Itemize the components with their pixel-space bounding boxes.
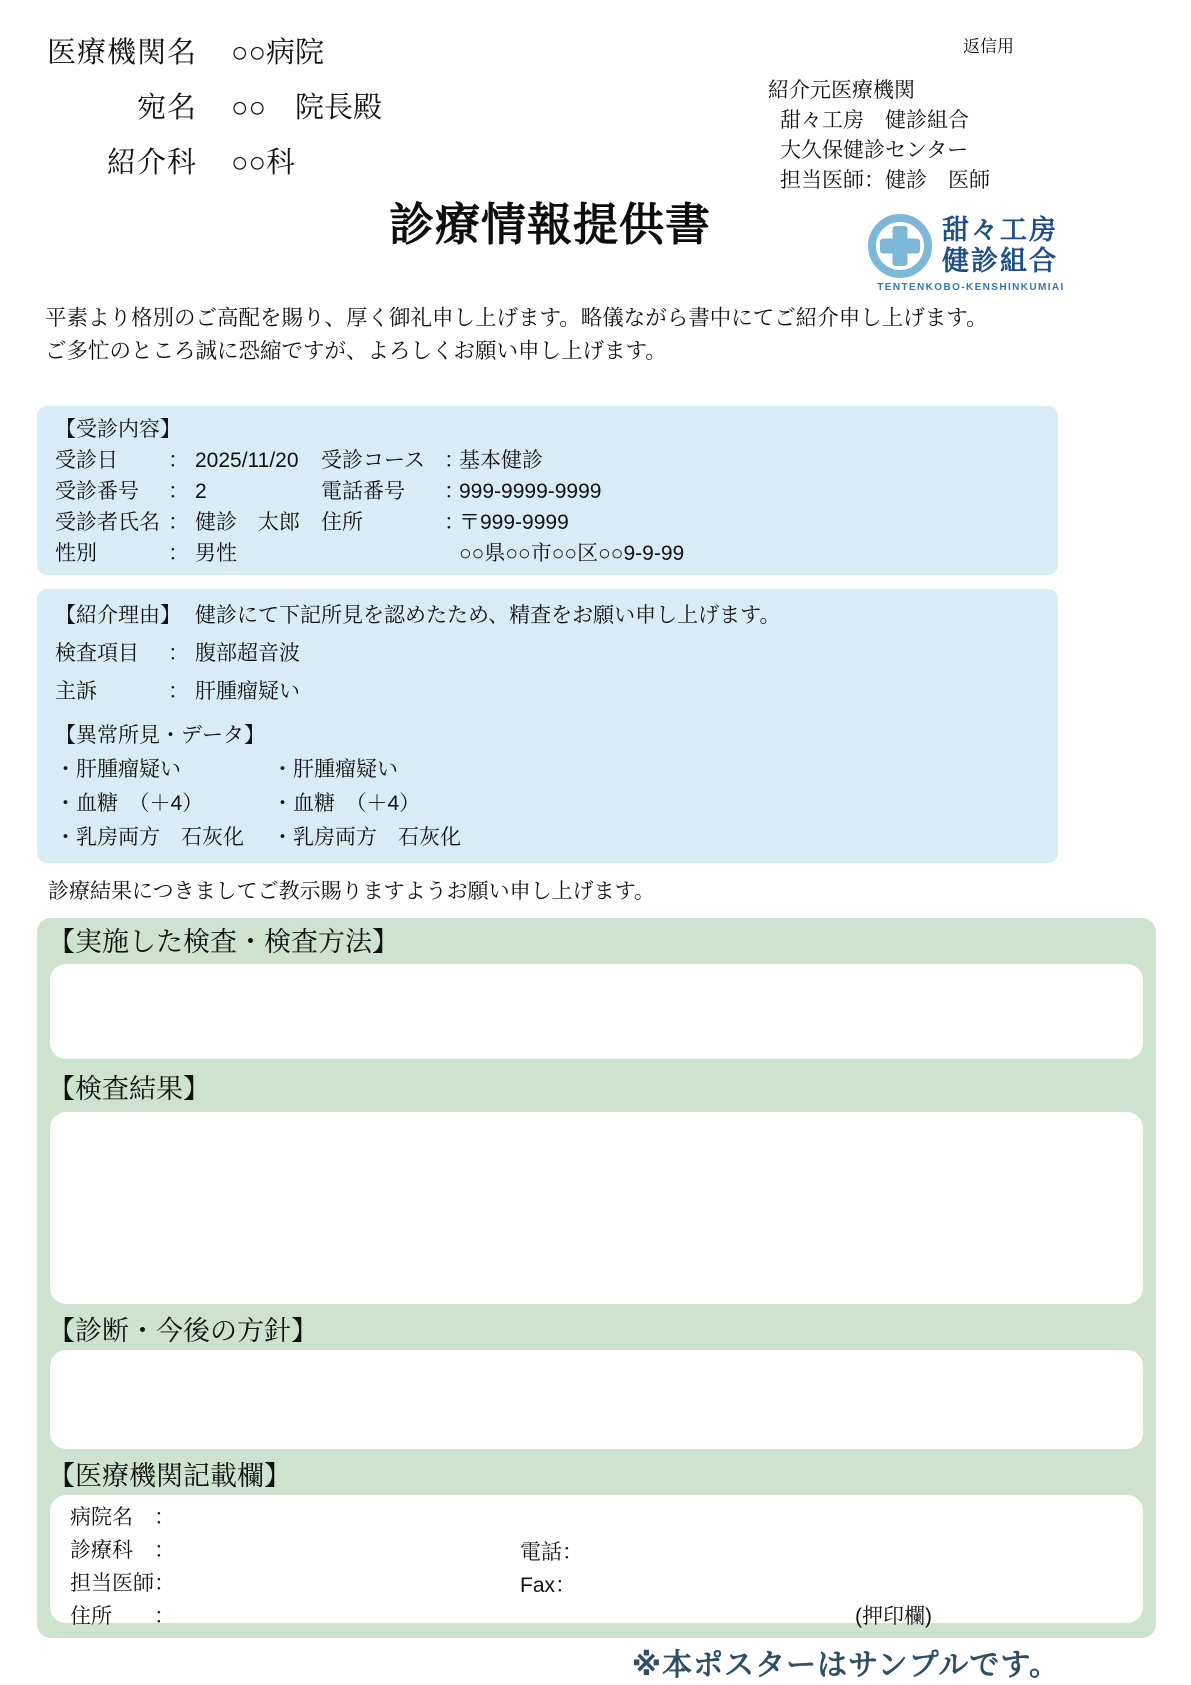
greeting-line1: 平素より格別のご高配を賜り、厚く御礼申し上げます。略儀ながら書中にてご紹介申し上げます。 bbox=[45, 306, 988, 330]
phone-label: 電話： bbox=[520, 1541, 583, 1564]
hospital-name-label: 病院名 ： bbox=[70, 1506, 175, 1529]
finding-item: ・乳房両方 石灰化 bbox=[272, 826, 461, 849]
logo-text bbox=[942, 215, 1058, 277]
field-value: 〒999-9999 bbox=[459, 511, 569, 534]
visit-details-section bbox=[37, 406, 1058, 575]
colon: ： bbox=[168, 480, 189, 503]
visit-row bbox=[55, 476, 1040, 507]
recipient-value: ○○病院 bbox=[231, 37, 325, 69]
finding-item: ・肝腫瘤疑い bbox=[272, 758, 398, 781]
greeting-paragraph bbox=[45, 302, 1146, 368]
sample-disclaimer: ※本ポスターはサンプルです。 bbox=[631, 1649, 1060, 1682]
address-label: 住所 ： bbox=[70, 1605, 175, 1628]
colon: ： bbox=[444, 449, 465, 472]
medical-cross-icon bbox=[868, 214, 932, 278]
logo-name-line2: 健診組合 bbox=[942, 246, 1058, 276]
hospital-name-row bbox=[70, 1501, 1123, 1534]
department-row bbox=[70, 1534, 1123, 1567]
field-label: 受診コース bbox=[321, 449, 425, 472]
field-value: 腹部超音波 bbox=[195, 642, 300, 665]
colon: ： bbox=[444, 511, 465, 534]
colon bbox=[444, 538, 459, 569]
visit-section-title: 【受診内容】 bbox=[55, 418, 181, 441]
field-label: 受診日 bbox=[55, 449, 118, 472]
performed-tests-title: 【実施した検査・検査方法】 bbox=[48, 927, 399, 957]
recipient-row bbox=[45, 140, 382, 181]
field-value: 基本健診 bbox=[459, 449, 543, 472]
colon: ： bbox=[168, 642, 189, 665]
finding-row bbox=[55, 821, 1040, 855]
field-label bbox=[321, 538, 444, 569]
test-results-input[interactable] bbox=[50, 1112, 1143, 1304]
reply-note: 返信用 bbox=[963, 37, 1014, 56]
colon: ： bbox=[168, 680, 189, 703]
fax-label: Fax： bbox=[520, 1574, 577, 1597]
field-value: 肝腫瘤疑い bbox=[195, 680, 300, 703]
field-value: 2025/11/20 bbox=[195, 449, 299, 472]
colon: ： bbox=[168, 449, 189, 472]
colon: ： bbox=[168, 511, 189, 534]
findings-title: 【異常所見・データ】 bbox=[55, 724, 265, 747]
hospital-info-input[interactable] bbox=[50, 1495, 1143, 1628]
field-label: 受診者氏名 bbox=[55, 511, 160, 534]
doctor-label: 担当医師： bbox=[70, 1572, 175, 1595]
department-label: 診療科 ： bbox=[70, 1539, 175, 1562]
request-note: 診療結果につきましてご教示賜りますようお願い申し上げます。 bbox=[48, 880, 655, 903]
greeting-line2: ご多忙のところ誠に恐縮ですが、よろしくお願い申し上げます。 bbox=[45, 339, 667, 363]
field-label: 性別 bbox=[55, 542, 97, 565]
performed-tests-input[interactable] bbox=[50, 964, 1143, 1059]
diagnosis-input[interactable] bbox=[50, 1350, 1143, 1449]
recipient-row bbox=[45, 30, 382, 71]
referral-section-title: 【紹介理由】 bbox=[55, 604, 181, 627]
address-row bbox=[70, 1600, 1123, 1633]
field-label: 受診番号 bbox=[55, 480, 139, 503]
logo-top bbox=[868, 214, 1074, 278]
referrer-doctor: 担当医師：健診 医師 bbox=[780, 169, 990, 192]
field-value: ○○県○○市○○区○○9-9-99 bbox=[459, 542, 685, 565]
referral-reason-row bbox=[55, 597, 1040, 635]
recipient-value: ○○科 bbox=[231, 147, 296, 179]
referral-reason-text: 健診にて下記所見を認めたため、精査をお願い申し上げます。 bbox=[195, 604, 781, 627]
doctor-row bbox=[70, 1567, 1123, 1600]
field-value: 2 bbox=[195, 480, 207, 503]
visit-row bbox=[55, 507, 1040, 538]
page-title: 診療情報提供書 bbox=[388, 199, 711, 250]
organization-logo bbox=[868, 214, 1074, 293]
cross-horizontal-bar bbox=[880, 239, 920, 254]
stamp-area-label: (押印欄) bbox=[855, 1605, 932, 1628]
recipient-value: ○○ 院長殿 bbox=[231, 92, 383, 124]
referral-row bbox=[55, 673, 1040, 711]
finding-item: ・乳房両方 石灰化 bbox=[55, 826, 244, 849]
diagnosis-title: 【診断・今後の方針】 bbox=[48, 1316, 318, 1346]
field-label: 主訴 bbox=[55, 680, 97, 703]
referral-reason-section bbox=[37, 589, 1058, 863]
visit-row bbox=[55, 538, 1040, 569]
referral-row bbox=[55, 635, 1040, 673]
visit-row bbox=[55, 445, 1040, 476]
recipient-label: 医療機関名 bbox=[46, 37, 197, 69]
finding-row bbox=[55, 753, 1040, 787]
referrer-center: 大久保健診センター bbox=[780, 139, 969, 162]
field-value: 健診 太郎 bbox=[195, 511, 300, 534]
recipient-label: 宛名 bbox=[136, 92, 197, 124]
colon: ： bbox=[444, 480, 465, 503]
hospital-entry-title: 【医療機関記載欄】 bbox=[48, 1461, 291, 1491]
referrer-title: 紹介元医療機関 bbox=[768, 79, 915, 102]
document-header bbox=[0, 0, 1191, 300]
finding-item: ・肝腫瘤疑い bbox=[55, 758, 181, 781]
referrer-org: 甜々工房 健診組合 bbox=[780, 109, 969, 132]
recipient-block bbox=[45, 30, 382, 195]
finding-item: ・血糖 （＋4） bbox=[55, 792, 204, 815]
field-label: 電話番号 bbox=[321, 480, 405, 503]
test-results-title: 【検査結果】 bbox=[48, 1074, 210, 1104]
field-value: 男性 bbox=[195, 542, 237, 565]
recipient-row bbox=[45, 85, 382, 126]
logo-name-line1: 甜々工房 bbox=[942, 215, 1058, 245]
recipient-label: 紹介科 bbox=[106, 147, 197, 179]
field-label: 検査項目 bbox=[55, 642, 139, 665]
finding-item: ・血糖 （＋4） bbox=[272, 792, 421, 815]
field-label: 住所 bbox=[321, 511, 363, 534]
field-value: 999-9999-9999 bbox=[459, 480, 602, 503]
referrer-block bbox=[768, 76, 990, 196]
colon: ： bbox=[168, 542, 189, 565]
physician-entry-section bbox=[37, 918, 1156, 1638]
logo-romaji: TENTENKOBO-KENSHINKUMIAI bbox=[877, 282, 1065, 293]
finding-row bbox=[55, 787, 1040, 821]
